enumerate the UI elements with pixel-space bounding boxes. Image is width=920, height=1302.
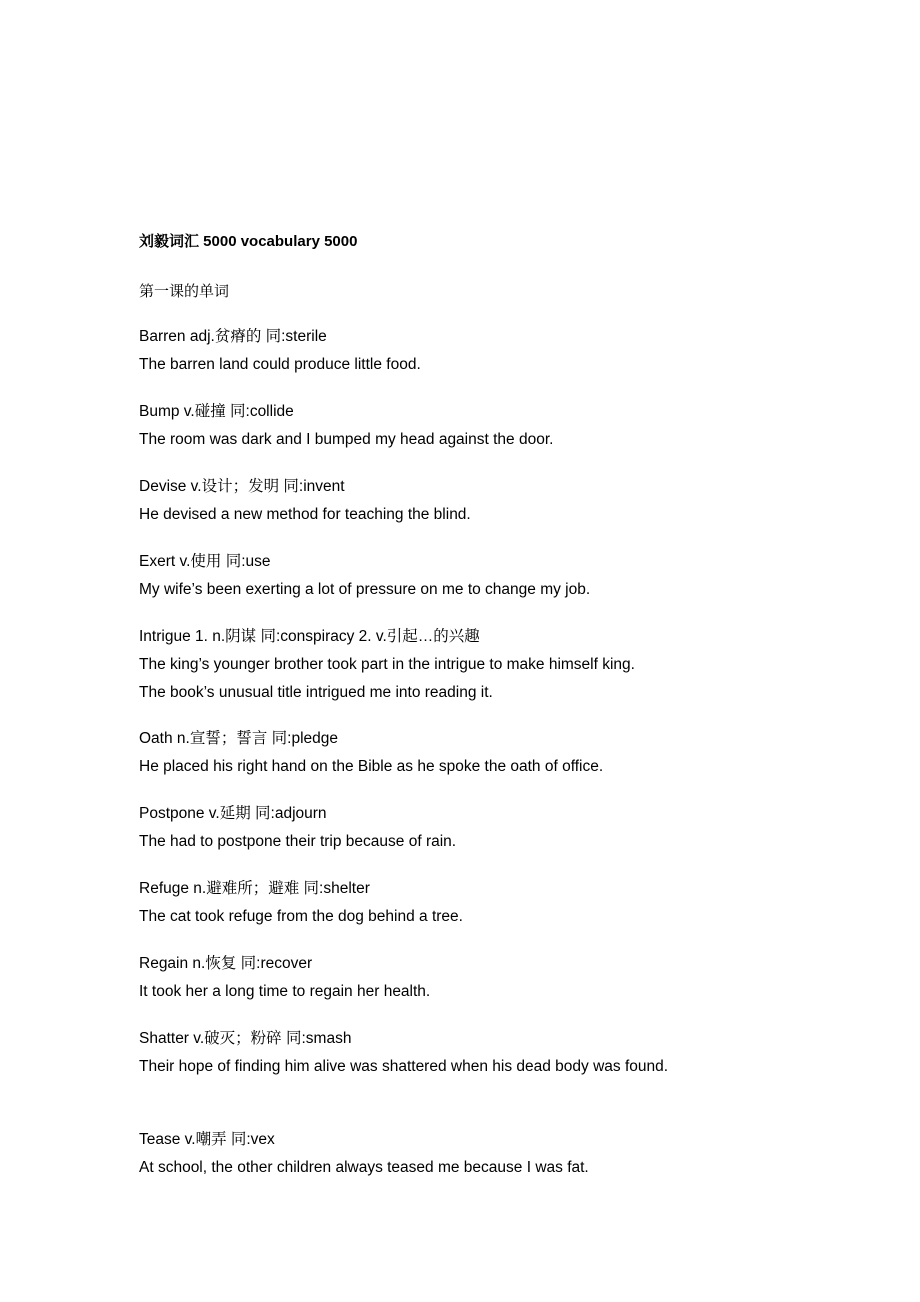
entry-headword: Regain n.恢复 同:recover	[139, 955, 313, 972]
entry-headword: Oath n.宣誓；誓言 同:pledge	[139, 730, 338, 747]
entry-example: The had to postpone their trip because of rain.	[139, 833, 457, 850]
entry-example: The book’s unusual title intrigued me into reading it.	[139, 684, 493, 701]
entry-example: The cat took refuge from the dog behind a tree.	[139, 908, 463, 925]
entry-headword: Postpone v.延期 同:adjourn	[139, 805, 327, 822]
entry-example: The barren land could produce little food.	[139, 356, 421, 373]
entry-example: Their hope of finding him alive was shattered when his dead body was found.	[139, 1058, 669, 1075]
vocab-entry	[139, 323, 879, 379]
entry-headword: Tease v.嘲弄 同:vex	[139, 1131, 275, 1148]
entry-headword: Intrigue 1. n.阴谋 同:conspiracy 2. v.引起…的兴趣	[139, 628, 480, 645]
entry-example: He placed his right hand on the Bible as he spoke the oath of office.	[139, 758, 604, 775]
lesson-heading: 第一课的单词	[139, 282, 230, 300]
vocab-entry	[139, 548, 879, 604]
vocab-entry	[139, 725, 879, 781]
vocab-entry	[139, 800, 879, 856]
entry-headword: Devise v.设计；发明 同:invent	[139, 478, 345, 495]
entry-example: My wife’s been exerting a lot of pressure on me to change my job.	[139, 581, 591, 598]
vocab-entry	[139, 1126, 879, 1182]
entry-headword: Bump v.碰撞 同:collide	[139, 403, 294, 420]
entry-example: The room was dark and I bumped my head against the door.	[139, 431, 554, 448]
document-title: 刘毅词汇 5000 vocabulary 5000	[139, 233, 358, 250]
vocab-entry	[139, 623, 879, 707]
entry-headword: Barren adj.贫瘠的 同:sterile	[139, 328, 327, 345]
entry-example: It took her a long time to regain her health.	[139, 983, 431, 1000]
entry-example: At school, the other children always teased me because I was fat.	[139, 1159, 589, 1176]
entry-example: The king’s younger brother took part in the intrigue to make himself king.	[139, 656, 635, 673]
entry-headword: Exert v.使用 同:use	[139, 553, 271, 570]
entry-example: He devised a new method for teaching the blind.	[139, 506, 471, 523]
entry-headword: Refuge n.避难所；避难 同:shelter	[139, 880, 370, 897]
vocab-entry	[139, 950, 879, 1006]
entry-headword: Shatter v.破灭；粉碎 同:smash	[139, 1030, 352, 1047]
vocab-entry	[139, 875, 879, 931]
vocab-entry	[139, 398, 879, 454]
vocab-entry	[139, 473, 879, 529]
vocab-entry	[139, 1025, 879, 1081]
